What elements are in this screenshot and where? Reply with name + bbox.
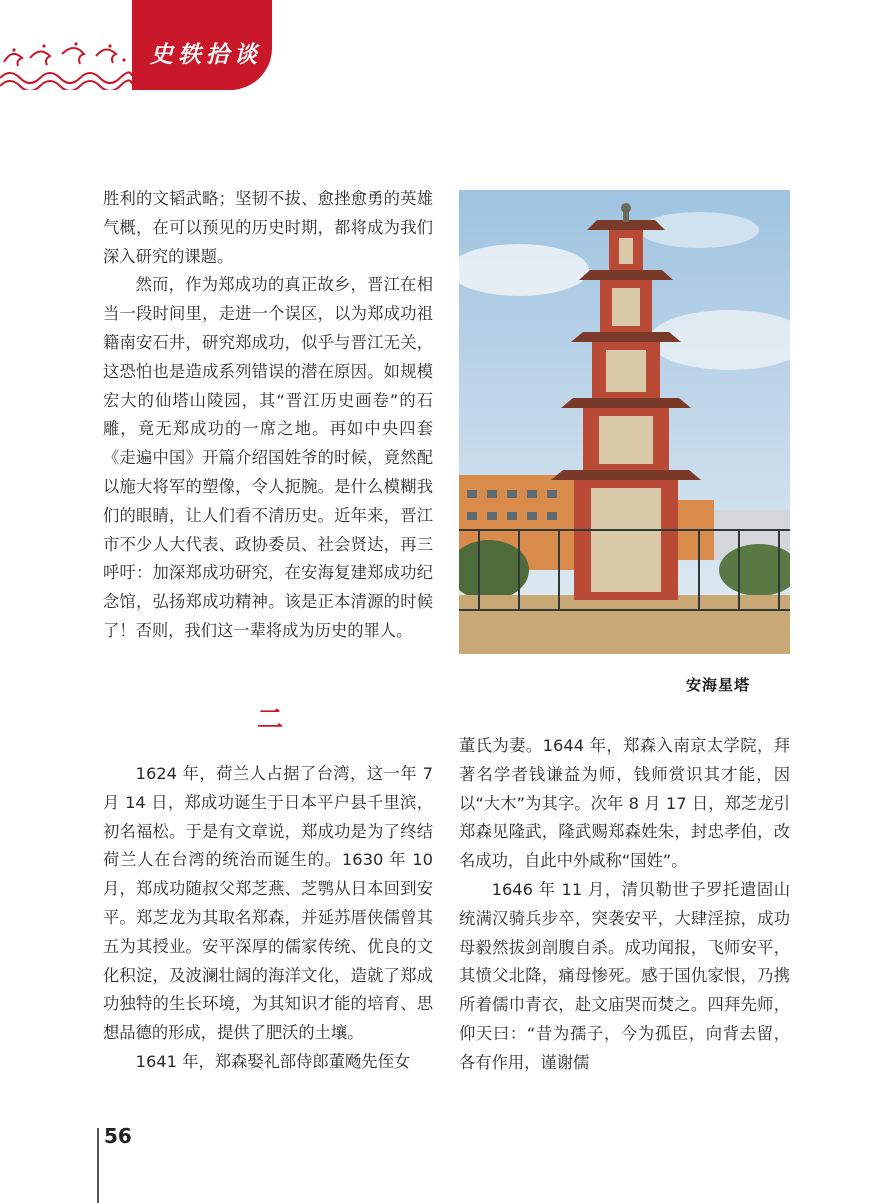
paragraph: 胜利的文韬武略；坚韧不拔、愈挫愈勇的英雄气概，在可以预见的历史时期，都将成为我们深入研究的课题。 <box>103 189 433 266</box>
left-column-top <box>103 185 433 646</box>
paragraph: 1624 年，荷兰人占据了台湾，这一年 7 月 14 日，郑成功诞生于日本平户县千里滨，初名福松。于是有文章说，郑成功是为了终结荷兰人在台湾的统治而诞生的。1630 年 10 月，郑成功随叔父郑芝燕、芝鹗从日本回到安平。郑芝龙为其取名郑森，并延苏厝侠儒曾其五为其授业。安平深厚的儒家传统、优良的文化积淀，及波澜壮阔的海洋文化，造就了郑成功独特的生长环境，为其知识才能的培育、思想品德的形成，提供了肥沃的土壤。 <box>103 764 433 1043</box>
right-column <box>459 732 790 1078</box>
paragraph: 1641 年，郑森娶礼部侍郎董飏先侄女 <box>135 1051 411 1071</box>
page-number: 56 <box>104 1124 132 1148</box>
wave-decoration-icon <box>0 40 132 90</box>
left-column-bottom <box>103 760 433 1077</box>
pagoda-photo <box>459 190 790 654</box>
paragraph: 董氏为妻。1644 年，郑森入南京太学院，拜著名学者钱谦益为师，钱师赏识其才能，因以“大木”为其字。次年 8 月 17 日，郑芝龙引郑森见隆武，隆武赐郑森姓朱，封忠孝伯，改名成功，自此中外咸称“国姓”。 <box>459 736 790 871</box>
paragraph: 1646 年 11 月，清贝勒世子罗托遣固山统满汉骑兵步卒，突袭安平，大肆淫掠，成功母毅然拔剑剖腹自杀。成功闻报，飞师安平，其愤父北降，痛母惨死。感于国仇家恨，乃携所着儒巾青衣，赴文庙哭而焚之。四拜先师，仰天曰：“昔为孺子，今为孤臣，向背去留，各有作用，谨谢儒 <box>459 879 790 1072</box>
page-rule <box>97 1128 99 1203</box>
photo-caption: 安海星塔 <box>686 676 751 694</box>
pagoda-illustration <box>459 190 790 654</box>
column-header-tab <box>132 0 272 90</box>
column-title: 史轶拾谈 <box>150 41 262 68</box>
section-number: 二 <box>256 705 283 735</box>
paragraph: 然而，作为郑成功的真正故乡，晋江在相当一段时间里，走进一个误区，以为郑成功祖籍南安石井，研究郑成功，似乎与晋江无关，这恐怕也是造成系列错误的潜在原因。如规模宏大的仙塔山陵园，其“晋江历史画卷”的石雕，竟无郑成功的一席之地。再如中央四套《走遍中国》开篇介绍国姓爷的时候，竟然配以施大将军的塑像，令人扼腕。是什么模糊我们的眼睛，让人们看不清历史。近年来，晋江市不少人大代表、政协委员、社会贤达，再三呼吁：加深郑成功研究，在安海复建郑成功纪念馆，弘扬郑成功精神。该是正本清源的时候了！否则，我们这一辈将成为历史的罪人。 <box>103 275 433 640</box>
